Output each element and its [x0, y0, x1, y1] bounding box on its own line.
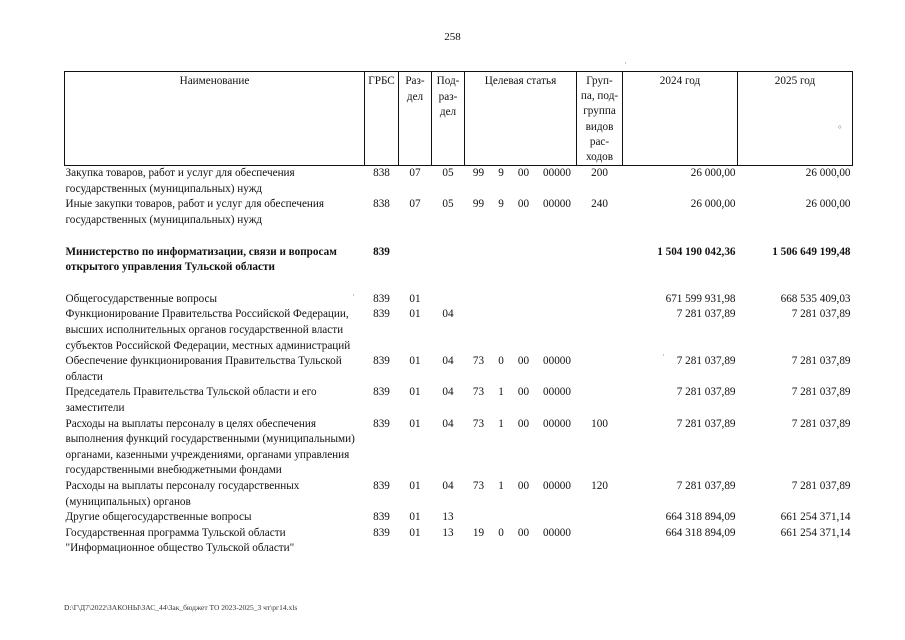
row-podrazdel: 04	[442, 308, 454, 321]
table-row	[65, 510, 853, 526]
scan-speck: ·	[662, 350, 665, 360]
row-target-direction: 00000	[543, 167, 571, 180]
row-razdel: 01	[409, 479, 421, 492]
table-row	[65, 292, 853, 308]
row-grbs: 839	[373, 308, 390, 321]
row-target-subprogram: 9	[498, 198, 504, 211]
table-row	[65, 479, 853, 510]
row-target-main: 00	[517, 198, 530, 211]
row-expense-group	[577, 354, 623, 385]
scan-speck: ·	[624, 58, 627, 68]
row-amount-2025: 1 506 649 199,48	[772, 245, 851, 258]
row-target-program: 73	[472, 417, 485, 430]
row-amount-2025: 7 281 037,89	[791, 308, 851, 321]
row-target-program	[465, 245, 493, 276]
table-header-row	[65, 72, 853, 166]
row-target-main	[510, 510, 538, 526]
row-name: Государственная программа Тульской области "Информационное общество Тульской области"	[65, 526, 295, 555]
row-target-direction: 00000	[543, 417, 571, 430]
row-grbs: 839	[373, 511, 390, 524]
row-target-program	[465, 510, 493, 526]
row-amount-2024: 7 281 037,89	[676, 417, 736, 430]
row-amount-2025: 661 254 371,14	[780, 511, 851, 524]
header-razdel: Раз- дел	[399, 72, 432, 166]
row-amount-2024: 671 599 931,98	[665, 292, 736, 305]
row-amount-2024: 7 281 037,89	[676, 479, 736, 492]
row-target-subprogram	[493, 292, 510, 308]
table-row	[65, 354, 853, 385]
row-target-direction: 00000	[543, 526, 571, 539]
row-grbs: 839	[373, 292, 390, 305]
row-amount-2024: 664 318 894,09	[665, 526, 736, 539]
row-amount-2024: 26 000,00	[690, 198, 736, 211]
row-target-direction: 00000	[543, 479, 571, 492]
row-name: Расходы на выплаты персоналу государственных (муниципальных) органов	[65, 479, 300, 508]
row-target-subprogram: 1	[498, 479, 504, 492]
row-target-direction	[538, 245, 577, 276]
row-target-direction	[538, 510, 577, 526]
row-target-program	[465, 307, 493, 354]
row-expense-group	[577, 510, 623, 526]
row-target-subprogram: 1	[498, 386, 504, 399]
row-amount-2024: 26 000,00	[690, 167, 736, 180]
row-target-direction	[538, 292, 577, 308]
table-row	[65, 166, 853, 198]
row-target-direction: 00000	[543, 355, 571, 368]
row-grbs: 838	[373, 198, 390, 211]
row-target-main	[510, 245, 538, 276]
row-name: Функционирование Правительства Российской Федерации, высших исполнительных органов государственной власти субъектов Российской Федерации, местных администраций	[65, 308, 351, 352]
row-expense-group: 100	[591, 417, 608, 430]
header-name: Наименование	[65, 72, 365, 166]
row-target-program: 19	[472, 526, 485, 539]
row-target-direction	[538, 307, 577, 354]
row-grbs: 839	[373, 355, 390, 368]
row-amount-2025: 661 254 371,14	[780, 526, 851, 539]
row-amount-2025: 7 281 037,89	[791, 417, 851, 430]
row-target-main	[510, 292, 538, 308]
row-name: Другие общегосударственные вопросы	[65, 511, 252, 524]
table-row	[65, 307, 853, 354]
row-amount-2024: 1 504 190 042,36	[657, 245, 736, 258]
header-2024: 2024 год	[623, 72, 738, 166]
row-expense-group	[577, 526, 623, 557]
row-target-subprogram	[493, 307, 510, 354]
row-expense-group	[577, 307, 623, 354]
scan-speck: °	[838, 124, 842, 134]
header-target: Целевая статья	[465, 72, 577, 166]
row-target-subprogram: 0	[498, 355, 504, 368]
budget-table	[64, 71, 853, 557]
table-row	[65, 385, 853, 416]
row-podrazdel: 05	[442, 167, 454, 180]
row-podrazdel: 05	[442, 198, 454, 211]
row-target-subprogram: 9	[498, 167, 504, 180]
row-razdel: 01	[409, 292, 421, 305]
row-target-subprogram	[493, 510, 510, 526]
scan-speck: ·	[352, 290, 355, 300]
row-razdel: 07	[409, 167, 421, 180]
row-name: Закупка товаров, работ и услуг для обеспечения государственных (муниципальных) нужд	[65, 167, 295, 195]
page-number: 258	[444, 31, 461, 43]
row-expense-group	[577, 292, 623, 308]
row-amount-2025: 7 281 037,89	[791, 479, 851, 492]
row-name: Иные закупки товаров, работ и услуг для обеспечения государственных (муниципальных) нужд	[65, 198, 325, 226]
row-razdel: 01	[409, 511, 421, 524]
row-amount-2024: 664 318 894,09	[665, 511, 736, 524]
row-amount-2025: 26 000,00	[805, 198, 851, 211]
row-amount-2024: 7 281 037,89	[676, 386, 736, 399]
row-target-subprogram: 0	[498, 526, 504, 539]
row-target-program	[465, 292, 493, 308]
row-target-subprogram	[493, 245, 510, 276]
row-grbs: 839	[373, 245, 390, 258]
row-amount-2025: 7 281 037,89	[791, 386, 851, 399]
row-target-program: 99	[472, 167, 485, 180]
header-grbs: ГРБС	[365, 72, 399, 166]
row-razdel: 01	[409, 355, 421, 368]
row-target-main: 00	[517, 526, 530, 539]
row-podrazdel: 04	[442, 355, 454, 368]
row-name: Председатель Правительства Тульской области и его заместители	[65, 386, 317, 414]
row-name: Обеспечение функционирования Правительства Тульской области	[65, 355, 342, 383]
row-target-main: 00	[517, 386, 530, 399]
row-razdel: 01	[409, 526, 421, 539]
row-expense-group	[577, 385, 623, 416]
row-name: Министерство по информатизации, связи и вопросам открытого управления Тульской области	[65, 245, 337, 274]
table-row	[65, 526, 853, 557]
header-2025: 2025 год	[738, 72, 853, 166]
header-group: Груп- па, под- группа видов рас- ходов	[577, 72, 623, 166]
header-podrazdel: Под- раз- дел	[432, 72, 465, 166]
row-name: Общегосударственные вопросы	[65, 292, 218, 305]
table-row	[65, 417, 853, 479]
row-target-main: 00	[517, 167, 530, 180]
row-expense-group: 240	[591, 198, 608, 211]
row-amount-2025: 7 281 037,89	[791, 355, 851, 368]
row-razdel: 01	[409, 308, 421, 321]
row-razdel: 01	[409, 417, 421, 430]
row-amount-2025: 26 000,00	[805, 167, 851, 180]
row-grbs: 839	[373, 526, 390, 539]
table-row	[65, 197, 853, 228]
footer-file-path: D:\Г\Д7\2022\ЗАКОНЫ\ЗАС_44\Зак_бюджет ТО 2023-2025_3 чт\рг14.xls	[64, 603, 298, 612]
row-amount-2025: 668 535 409,03	[780, 292, 851, 305]
row-podrazdel	[432, 245, 465, 276]
row-podrazdel: 13	[442, 511, 454, 524]
table-row	[65, 245, 853, 276]
row-target-direction: 00000	[543, 386, 571, 399]
row-target-program: 73	[472, 355, 485, 368]
row-expense-group: 120	[591, 479, 608, 492]
row-grbs: 839	[373, 417, 390, 430]
row-podrazdel	[432, 292, 465, 308]
row-target-program: 99	[472, 198, 485, 211]
row-amount-2024: 7 281 037,89	[676, 355, 736, 368]
row-grbs: 839	[373, 479, 390, 492]
row-podrazdel: 13	[442, 526, 454, 539]
row-target-main: 00	[517, 355, 530, 368]
row-target-main	[510, 307, 538, 354]
row-podrazdel: 04	[442, 479, 454, 492]
row-expense-group: 200	[591, 167, 608, 180]
row-razdel: 07	[409, 198, 421, 211]
spacer-row	[65, 276, 853, 292]
row-target-program: 73	[472, 479, 485, 492]
row-expense-group	[577, 245, 623, 276]
row-podrazdel: 04	[442, 417, 454, 430]
row-grbs: 839	[373, 386, 390, 399]
row-grbs: 838	[373, 167, 390, 180]
row-amount-2024: 7 281 037,89	[676, 308, 736, 321]
row-target-main: 00	[517, 479, 530, 492]
spacer-row	[65, 229, 853, 245]
row-target-main: 00	[517, 417, 530, 430]
row-target-direction: 00000	[543, 198, 571, 211]
row-target-subprogram: 1	[498, 417, 504, 430]
row-podrazdel: 04	[442, 386, 454, 399]
row-name: Расходы на выплаты персоналу в целях обеспечения выполнения функций государственными (муниципальными) органами, казенными учреждениями, органами управления государственными внебюджетными фондами	[65, 417, 355, 477]
row-razdel: 01	[409, 386, 421, 399]
row-target-program: 73	[472, 386, 485, 399]
row-razdel	[399, 245, 432, 276]
